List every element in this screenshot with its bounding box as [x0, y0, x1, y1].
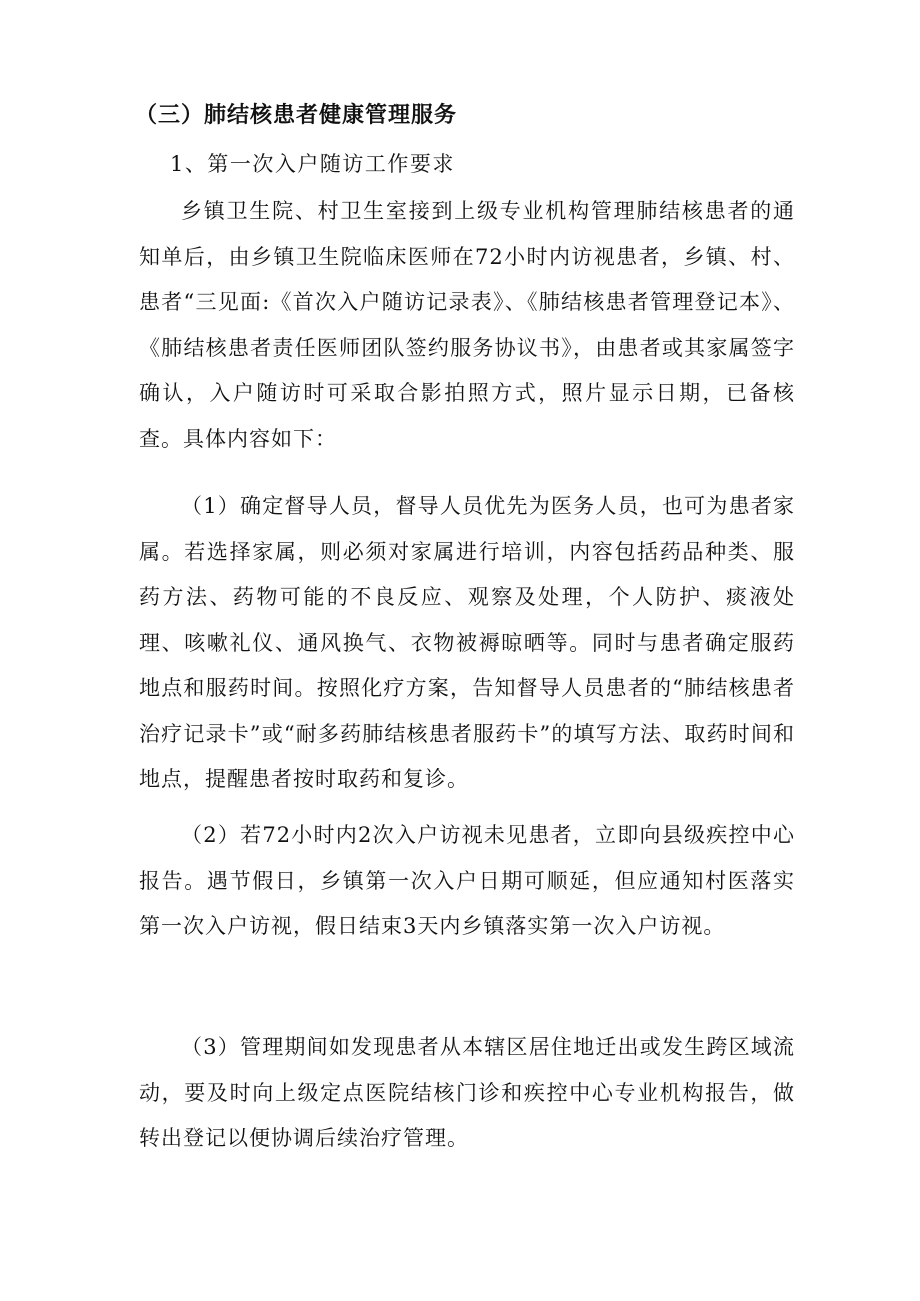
paragraph-item-3: （3）管理期间如发现患者从本辖区居住地迁出或发生跨区域流动，要及时向上级定点医院结核门诊和疾控中心专业机构报告，做转出登记以便协调后续治疗管理。	[139, 1035, 795, 1150]
subsection-title: 1、第一次入户随访工作要求	[170, 152, 455, 176]
paragraph-item-1: （1）确定督导人员，督导人员优先为医务人员，也可为患者家属。若选择家属，则必须对家属进行培训，内容包括药品种类、服药方法、药物可能的不良反应、观察及处理，个人防护、痰液处理、咳嗽礼仪、通风换气、衣物被褥晾晒等。同时与患者确定服药地点和服药时间。按照化疗方案，告知督导人员患者的“肺结核患者治疗记录卡”或“耐多药肺结核患者服药卡”的填写方法、取药时间和地点，提醒患者按时取药和复诊。	[139, 494, 795, 791]
paragraph-intro: 乡镇卫生院、村卫生室接到上级专业机构管理肺结核患者的通知单后，由乡镇卫生院临床医师在72小时内访视患者，乡镇、村、患者“三见面:《首次入户随访记录表》、《肺结核患者管理登记本》、《肺结核患者责任医师团队签约服务协议书》，由患者或其家属签字确认，入户随访时可采取合影拍照方式，照片显示日期，已备核查。具体内容如下：	[139, 199, 795, 451]
paragraph-item-2: （2）若72小时内2次入户访视未见患者，立即向县级疾控中心报告。遇节假日，乡镇第一次入户日期可顺延，但应通知村医落实第一次入户访视，假日结束3天内乡镇落实第一次入户访视。	[139, 823, 795, 938]
section-title: （三）肺结核患者健康管理服务	[135, 103, 458, 128]
